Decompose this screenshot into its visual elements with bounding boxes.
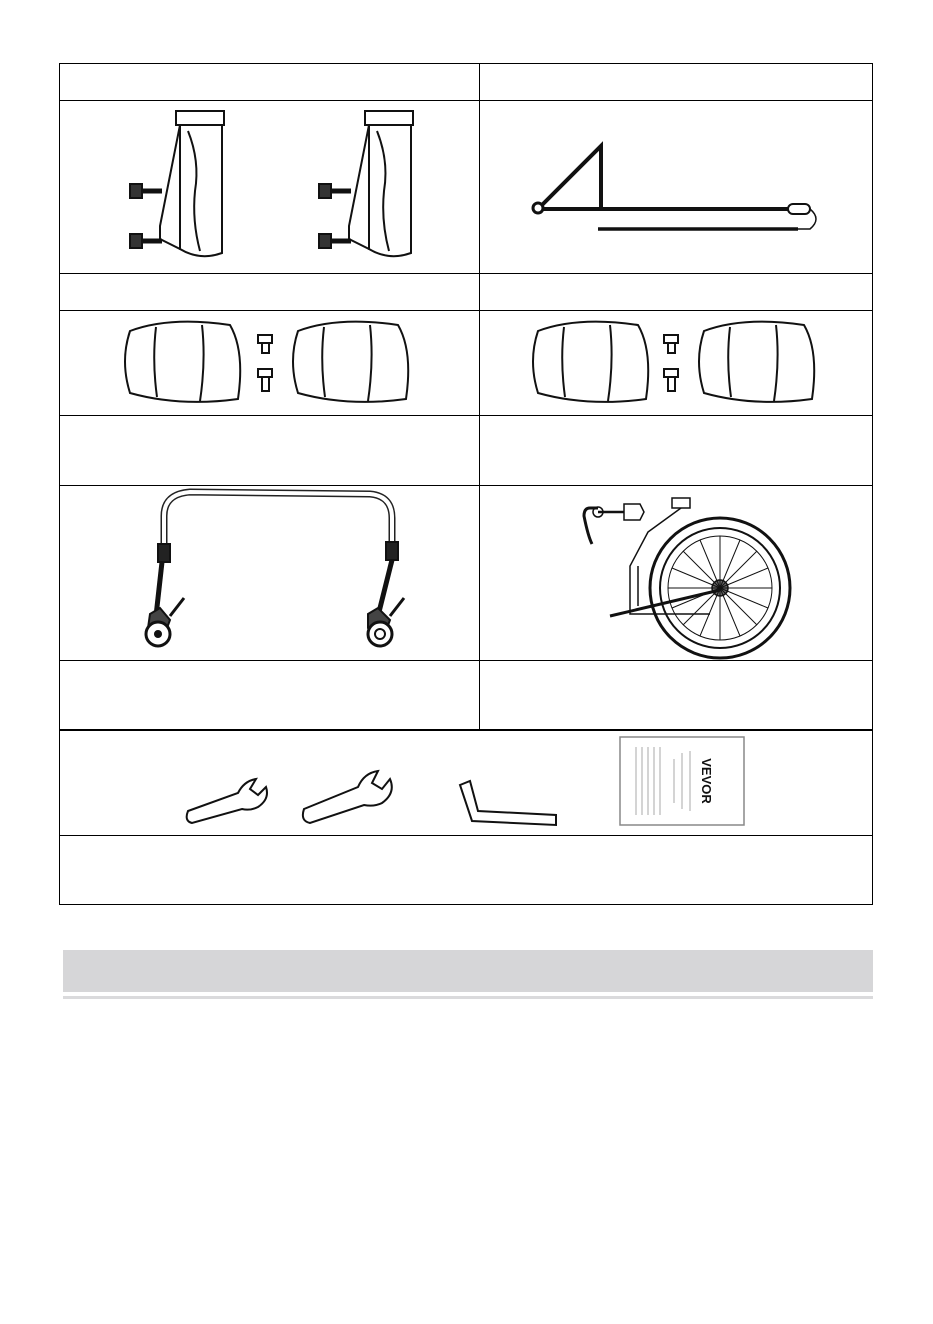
parts-label-row-2 bbox=[60, 274, 872, 310]
reflector-set-icon bbox=[480, 311, 872, 415]
parts-image-cell bbox=[60, 731, 872, 835]
parts-image-cell bbox=[60, 311, 480, 415]
parts-image-cell bbox=[480, 101, 872, 273]
parts-label-cell bbox=[60, 836, 872, 904]
section-divider bbox=[63, 996, 873, 999]
parts-label-row-4 bbox=[60, 661, 872, 729]
section-header-bar bbox=[63, 950, 873, 992]
wheel-quick-release-icon bbox=[480, 486, 872, 660]
parts-image-cell bbox=[60, 101, 480, 273]
hex-key-icon bbox=[460, 781, 556, 825]
parts-label-cell bbox=[60, 416, 480, 485]
wrench-icon bbox=[187, 771, 392, 823]
manual-icon bbox=[620, 737, 744, 825]
parts-image-cell bbox=[480, 486, 872, 660]
manual-logo: VEVOR bbox=[699, 758, 714, 804]
parts-image-cell bbox=[480, 311, 872, 415]
parts-label-row-3 bbox=[60, 416, 872, 485]
parts-label-cell bbox=[480, 416, 872, 485]
parts-label-cell bbox=[480, 274, 872, 310]
parts-image-row-4 bbox=[60, 731, 872, 835]
parts-label-row-5 bbox=[60, 836, 872, 904]
tools-illustration bbox=[60, 731, 872, 835]
parts-image-cell bbox=[60, 486, 480, 660]
parts-label-cell bbox=[60, 64, 480, 100]
parts-label-row-1 bbox=[60, 64, 872, 100]
parts-label-cell bbox=[60, 661, 480, 729]
parts-image-row-2 bbox=[60, 311, 872, 415]
parts-label-cell bbox=[60, 274, 480, 310]
tow-bar-icon bbox=[480, 101, 872, 273]
parts-image-row-3 bbox=[60, 486, 872, 660]
parts-label-cell bbox=[480, 64, 872, 100]
bracket-mount-icon bbox=[60, 101, 480, 273]
parts-list-table bbox=[59, 63, 873, 905]
reflector-set-icon bbox=[60, 311, 480, 415]
parts-label-cell bbox=[480, 661, 872, 729]
parts-image-row-1 bbox=[60, 101, 872, 273]
handlebar-icon bbox=[60, 486, 480, 660]
